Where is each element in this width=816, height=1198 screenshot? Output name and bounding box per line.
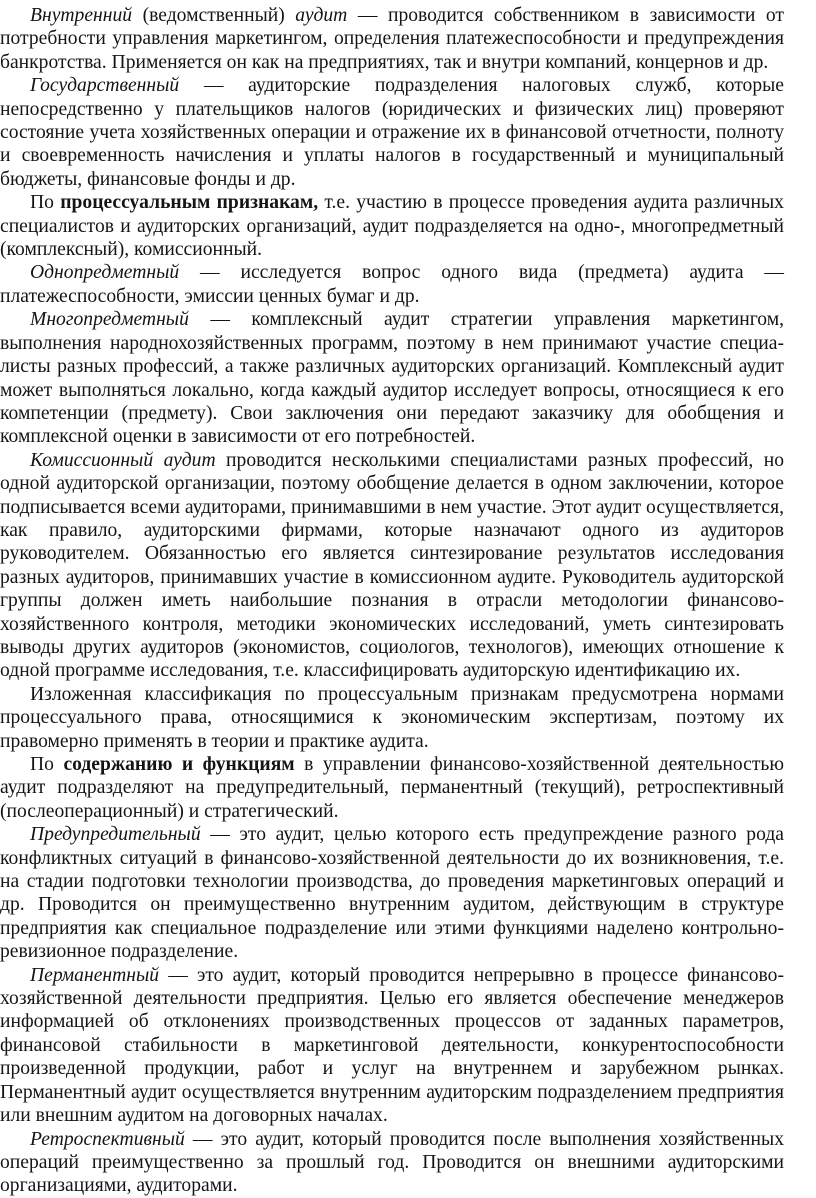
paragraph: [0, 753, 784, 823]
term-italic: Перманентный: [30, 964, 160, 986]
term-bold: процессуальным признакам,: [60, 192, 319, 214]
paragraph: [0, 308, 784, 448]
paragraph: [0, 964, 784, 1128]
text-run: Изложенная классификация по процессуальным признакам предусмотрена нормами процессуального права, относящимися к экономическим экспертизам, поэтому их правомерно применять в теории и практике аудита.: [0, 683, 784, 752]
text-run: (ведомственный): [132, 5, 296, 26]
term-italic: Комиссионный аудит: [30, 449, 216, 471]
term-italic: Государственный: [30, 75, 180, 97]
paragraph: [0, 74, 784, 191]
text-run: — исследуется вопрос одного вида (предмета) аудита — платежеспособности, эмиссии ценных бумаг и др.: [0, 262, 784, 307]
term-italic: Однопредметный: [30, 262, 180, 284]
paragraph: [0, 191, 784, 261]
document-body: [0, 4, 785, 1198]
text-run: — аудиторские подразделения налоговых служб, которые непосредственно у плательщиков налогов (юридических и физических лиц) проверяют состояние учета хозяйственных операции и отражение их в финансовой отчетности, полноту и своевременность начисления и уплаты налогов в государственный и муниципальный бюджеты, финансовые фонды и др.: [0, 75, 784, 190]
term-italic: Многопредметный: [30, 309, 189, 331]
text-run: проводится несколькими специалистами разных профессий, но одной аудиторской организации, поэтому обобщение делается в одном заключении, которое подписывается всеми аудиторами, принимавшими в нем участие. Этот аудит осуществляется, как правило, аудиторскими фирмами, которые назначают одного из аудиторов руководителем. Обязанностью его является синтезирование результатов исследования разных аудиторов, принимавших участие в комиссионном аудите. Руководитель аудиторской группы должен иметь наибольшие познания в отрасли методологии финансово-хозяйственного контроля, методики экономических исследований, уметь синтезировать выводы других аудиторов (экономистов, социологов, технологов), имеющих отношение к одной программе исследования, т.е. классифицировать аудиторскую идентификацию их.: [0, 449, 784, 682]
text-run: — комплексный аудит стратегии управления маркетингом, выполнения народнохозяйственных программ, поэтому в нем принимают участие специалисты разных профессий, а также различных аудиторских организаций. Комплексный аудит может выполняться локально, когда каждый аудитор исследует вопросы, относящиеся к его компетенции (предмету). Свои заключения они передают заказчику для обобщения и комплексной оценки в зависимости от его потребностей.: [0, 309, 784, 448]
paragraph: [0, 449, 784, 683]
term-italic: Предупредительный: [30, 824, 201, 846]
text-run: — проводится собственником в зависимости от потребности управления маркетингом, определения платежеспособности и предупреждения банкротства. Применяется он как на предприятиях, так и внутри компаний, концернов и др.: [0, 5, 784, 73]
paragraph: [0, 683, 784, 753]
text-run: — это аудит, целью которого есть предупреждение разного рода конфликтных ситуаций в финансово-хозяйственной деятельности до их возникновения, т.е. на стадии подготовки технологии производства, до проведения маркетинговых операций и др. Проводится он преимущественно внутренним аудитом, действующим в структуре предприятия как специальное подразделение или этими функциями наделено контрольно-ревизионное подразделение.: [0, 824, 784, 963]
term-italic: Ретроспективный: [30, 1128, 185, 1150]
term-italic: аудит: [295, 5, 348, 26]
paragraph: [0, 4, 784, 74]
paragraph: [0, 823, 784, 963]
text-run: т.е. участию в процессе проведения аудита различных специалистов и аудиторских организаций, аудит подразделяется на одно-, многопредметный (комплексный), комиссионный.: [0, 192, 784, 261]
paragraph: [0, 261, 784, 308]
term-italic: Внутренний: [30, 5, 133, 26]
text-run: в управлении финансово-хозяйственной деятельностью аудит подразделяют на предупредительный, перманентный (текущий), ретроспективный (послеоперационный) и стратегический.: [0, 754, 785, 822]
text-run: По: [30, 754, 64, 775]
term-bold: содержанию и функциям: [63, 754, 295, 775]
text-run: По: [30, 192, 61, 214]
paragraph: [0, 1128, 784, 1198]
text-run: — это аудит, который проводится после выполнения хозяйственных операций преимущественно за прошлый год. Проводится он внешними аудиторскими организациями, аудиторами.: [0, 1128, 784, 1197]
text-run: — это аудит, который проводится непрерывно в процессе финансово-хозяйственной деятельности предприятия. Целью его является обеспечение менеджеров информацией об отклонениях производственных процессов от заданных параметров, финансовой стабильности в маркетинговой деятельности, конкурентоспособности произведенной продукции, работ и услуг на внутреннем и зарубежном рынках. Перманентный аудит осуществляется внутренним аудиторским подразделением предприятия или внешним аудитом на договорных началах.: [0, 964, 784, 1127]
